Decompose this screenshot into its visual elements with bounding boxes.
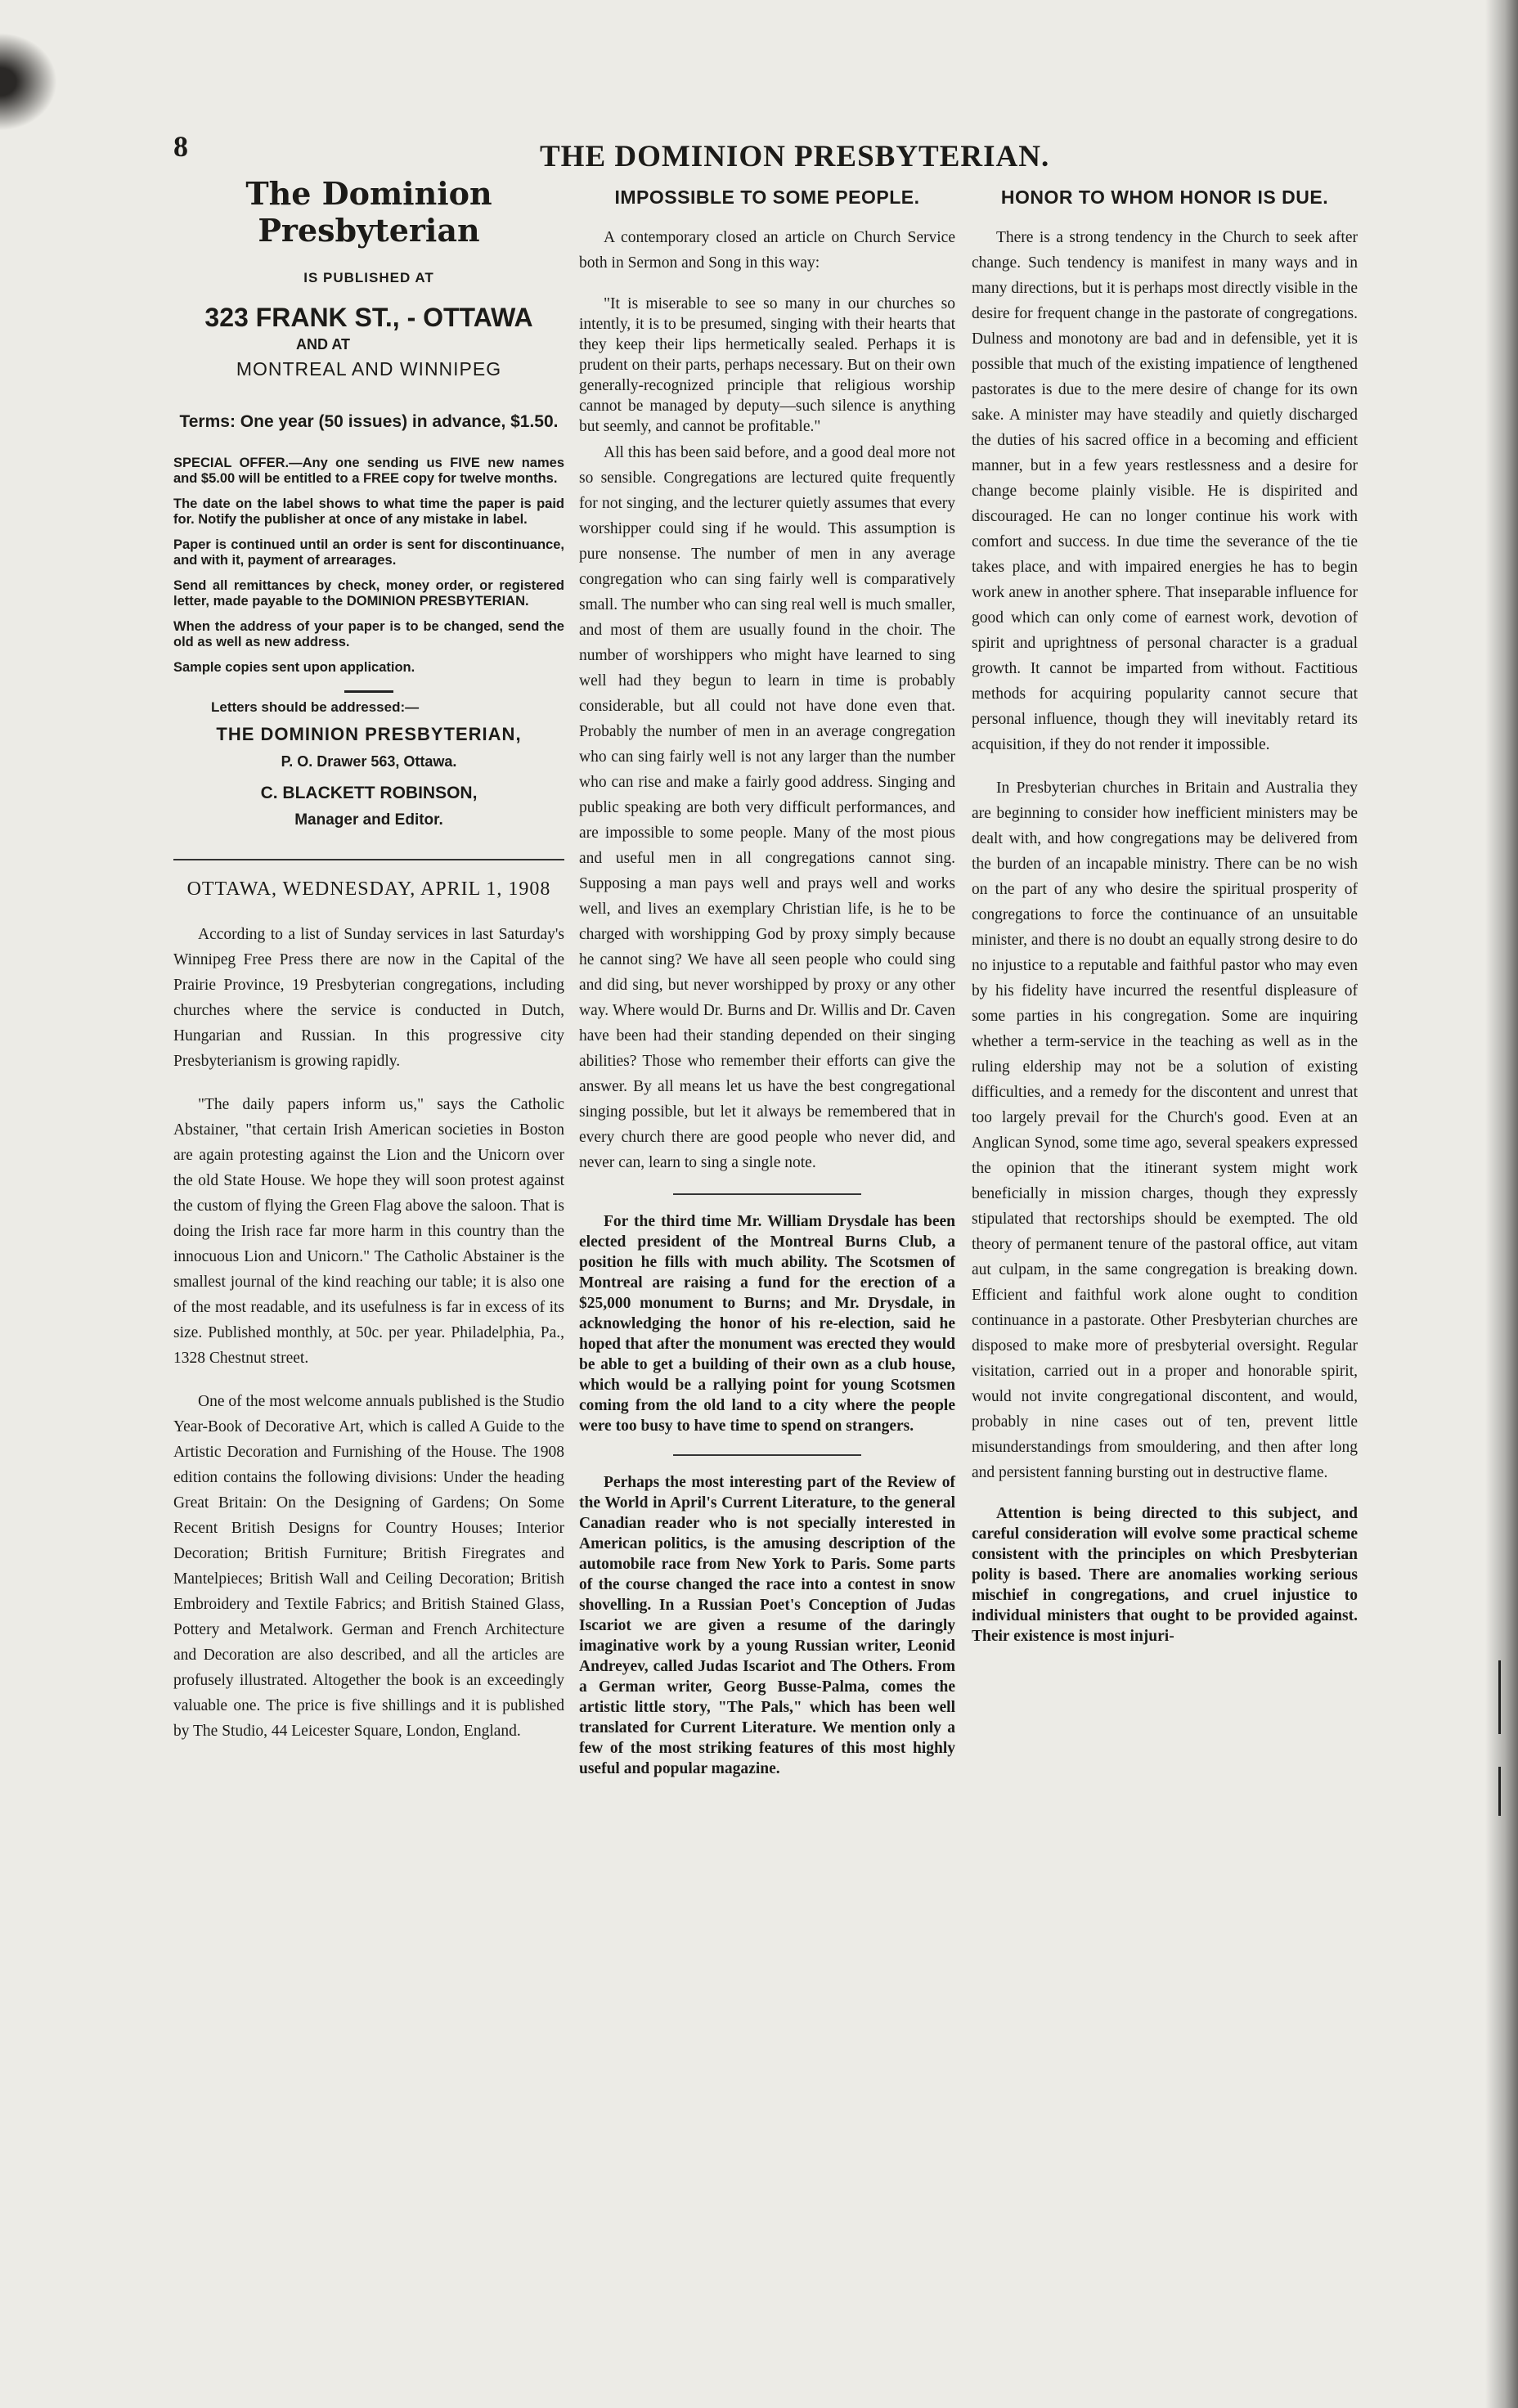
editor-role: Manager and Editor. [294,811,443,829]
published-at: IS PUBLISHED AT [303,270,434,285]
and-at: AND AT [296,336,350,353]
separator-rule [673,1454,861,1456]
running-head: THE DOMINION PRESBYTERIAN. [540,140,1050,173]
article-honor-p3: Attention is being directed to this subject, and careful consideration will evolve some practical scheme consistent with the principles on which Presbyterian polity is based. There are anomalies working serious mischief in congregations, and cruel injustice to individual ministers that ought to be provided against. Their existence is most injuri- [972,1505,1358,1645]
page-number: 8 [173,130,188,163]
article-current-literature: Perhaps the most interesting part of the Review of the World in April's Current Literature, to the general Canadian reader who is not specially interested in American politics, is the amusing description of the automobile race from New York to Paris. Some parts of the course changed the race into a contest in snow shovelling. In a Russian Poet's Conception of Judas Iscariot we are given a resume of the daringly imaginative work by a young Russian writer, Leonid Andreyev, called Judas Iscariot and The Others. From a German writer, Georg Busse-Palma, comes the artistic little story, "The Pals," which has been well translated for Current Literature. We mention only a few of the most striking features of this most highly useful and popular magazine. [579,1474,955,1777]
article-winnipeg: According to a list of Sunday services in last Saturday's Winnipeg Free Press there are now in the Capital of the Prairie Province, 19 Presbyterian congregations, including churches where the service is conducted in Dutch, Hungarian and Russian. In this progressive city Presbyterianism is growing rapidly. [173,926,564,1070]
letters-label: Letters should be addressed:— [211,699,420,715]
contact-name: THE DOMINION PRESBYTERIAN, [216,724,522,744]
contact-box: P. O. Drawer 563, Ottawa. [281,753,457,770]
column-1 [173,175,564,1762]
editor-name: C. BLACKETT ROBINSON, [260,784,478,802]
divider-rule [173,859,564,860]
article-honor-p1: There is a strong tendency in the Church to seek after change. Such tendency is manifest in many ways and in many directions, but it is perhaps most directly visible in the desire for frequent change in the pastorate of congregations. Dulness and monotony are bad and in defensible, yet it is possible that much of the existing impatience of lengthened pastorates is due to the mere desire of change for its own sake. A minister may have steadily and quietly discharged the duties of his sacred office in a becoming and efficient manner, but in a few years restlessness and a desire for change become plainly visible. He is dispirited and discouraged. He can no longer continue his work with comfort and success. In due time the severance of the tie takes place, and with impaired energies he has to begin work anew in another sphere. That inseparable influence for good which can only come of earnest work, devotion of spirit and uprightness of personal character is a gradual growth. It cannot be imparted from without. Factitious methods for acquiring popularity cannot secure that personal influence, though they will inevitably retard its acquisition, if they do not render it impossible. [972,229,1358,753]
short-rule [344,690,393,693]
notice-label-date: The date on the label shows to what time the paper is paid for. Notify the publisher at once of any mistake in label. [173,496,564,527]
dateline: OTTAWA, WEDNESDAY, APRIL 1, 1908 [186,878,551,900]
heading-honor: HONOR TO WHOM HONOR IS DUE. [1000,186,1329,208]
column-2 [579,175,955,1797]
masthead-title: The Dominion Presbyterian [245,175,492,249]
separator-rule [673,1193,861,1195]
notice-remittances: Send all remittances by check, money order, or registered letter, made payable to the DOMINION PRESBYTERIAN. [173,578,564,609]
page-edge-shadow [1485,0,1518,2408]
torn-corner-mark [0,33,57,131]
article-burns-club: For the third time Mr. William Drysdale has been elected president of the Montreal Burns Club, a position he fills with much ability. The Scotsmen of Montreal are raising a fund for the erection of a $25,000 monument to Burns; and Mr. Drysdale, in acknowledging the honor of his re-election, said he hoped that after the monument was erected they would be able to get a building of their own as a club house, which would be a rallying point for young Scotsmen coming from the old land to a city where the people were too busy to have time to spend on strangers. [579,1213,955,1435]
article-intro: A contemporary closed an article on Church Service both in Sermon and Song in this way: [579,229,955,272]
subscription-terms: Terms: One year (50 issues) in advance, $1.50. [179,412,559,431]
article-studio-yearbook: One of the most welcome annuals published is the Studio Year-Book of Decorative Art, which is called A Guide to the Artistic Decoration and Furnishing of the House. The 1908 edition contains the following divisions: Under the heading Great Britain: On the Designing of Gardens; On Some Recent British Designs for Country Houses; Interior Decoration; British Furniture; British Firegrates and Mantelpieces; British Wall and Ceiling Decoration; British Embroidery and Textile Fabrics; and British Stained Glass, Pottery and Metalwork. German and French Architecture and Decoration are also described, and all the articles are profusely illustrated. Altogether the book is an exceedingly valuable one. The price is five shillings and it is published by The Studio, 44 Leicester Square, London, England. [173,1393,564,1740]
cities: MONTREAL AND WINNIPEG [236,358,502,380]
notice-discontinuance: Paper is continued until an order is sent for discontinuance, and with it, payment of arrearages. [173,537,564,568]
column-3 [972,175,1358,1664]
article-catholic-abstainer: "The daily papers inform us," says the Catholic Abstainer, "that certain Irish American societies in Boston are again protesting against the Lion and the Unicorn over the old State House. We hope they will soon protest against the custom of flying the Green Flag above the saloon. That is doing the Irish race far more harm in this country than the innocuous Lion and Unicorn." The Catholic Abstainer is the smallest journal of the kind reaching our table; it is also one of the most readable, and its usefulness is far in excess of its size. Published monthly, at 50c. per year. Philadelphia, Pa., 1328 Chestnut street. [173,1096,564,1367]
notice-special-offer: SPECIAL OFFER.—Any one sending us FIVE new names and $5.00 will be entitled to a FREE copy for twelve months. [173,456,564,486]
margin-mark [1498,1660,1501,1734]
article-singing: All this has been said before, and a good deal more not so sensible. Congregations are lectured quite frequently for not singing, and the lecturer quietly assumes that every worshipper could sing if he would. This assumption is pure nonsense. The number of men in any average congregation who can sing fairly well is comparatively small. The number who can sing real well is much smaller, and most of them are usually found in the choir. The number of worshippers who might have learned to sing well had they begun to learn in time is probably considerable, but all could not have done even that. Probably the number of men in an average congregation who can sing fairly well is not any larger than the number who can rise and make a fairly good address. Singing and public speaking are both very difficult performances, and are impossible to some people. Many of the most pious and useful men in all congregations cannot sing. Supposing a man pays well and prays well and works well, and lives an exemplary Christian life, is he to be charged with worshipping God by proxy simply because he cannot sing? We have all seen people who could sing and did sing, but never worshipped by proxy or any other way. Where would Dr. Burns and Dr. Willis and Dr. Caven have been had their standing depended on their singing abilities? Those who remember their efforts can give the answer. By all means let us have the best congregational singing possible, but let it always be remembered that in every church there are good people who never did, and never can, learn to sing a single note. [579,444,955,1171]
article-quote: "It is miserable to see so many in our churches so intently, it is to be presumed, singing with their hearts that they keep their lips hermetically sealed. Perhaps it is prudent on their parts, perhaps necessary. But on their own generally-recognized principle that religious worship cannot be managed by deputy—such silence is anything but seemly, and cannot be profitable." [579,295,955,435]
street-address: 323 FRANK ST., - OTTAWA [204,303,533,332]
notice-address-change: When the address of your paper is to be changed, send the old as well as new address. [173,619,564,649]
notice-sample-copies: Sample copies sent upon application. [173,660,415,675]
heading-impossible: IMPOSSIBLE TO SOME PEOPLE. [614,186,920,208]
article-honor-p2: In Presbyterian churches in Britain and Australia they are beginning to consider how inefficient ministers may be dealt with, and how congregations may be delivered from the burden of an incapable ministry. There can be no wish on the part of any who desire the spiritual prosperity of congregations to force the continuance of an unsuitable minister, and there is no doubt an equally strong desire to do no injustice to a reputable and faithful pastor who may even by his fidelity have incurred the resentful displeasure of some parties in his congregation. Some are inquiring whether a term-service in the teaching as well as in the ruling eldership may not be a solution of existing difficulties, and a remedy for the discontent and unrest that too largely prevail for the Church's good. Even at an Anglican Synod, some time ago, several speakers expressed the opinion that the itinerant system might work beneficially in mission charges, though they expressly stipulated that rectorships should be exempted. The old theory of permanent tenure of the pastoral office, aut vitam aut culpam, in the same congregation is breaking down. Efficient and faithful work alone ought to condition continuance in a pastorate. Other Presbyterian churches are disposed to make more of presbyterial oversight. Regular visitation, carried out in a proper and honorable spirit, would not invite congregational discontent, and would, probably in nine cases out of ten, prevent little misunderstandings from smouldering, and then after long and persistent fanning bursting out in destructive flame. [972,779,1358,1481]
margin-mark [1498,1767,1501,1816]
